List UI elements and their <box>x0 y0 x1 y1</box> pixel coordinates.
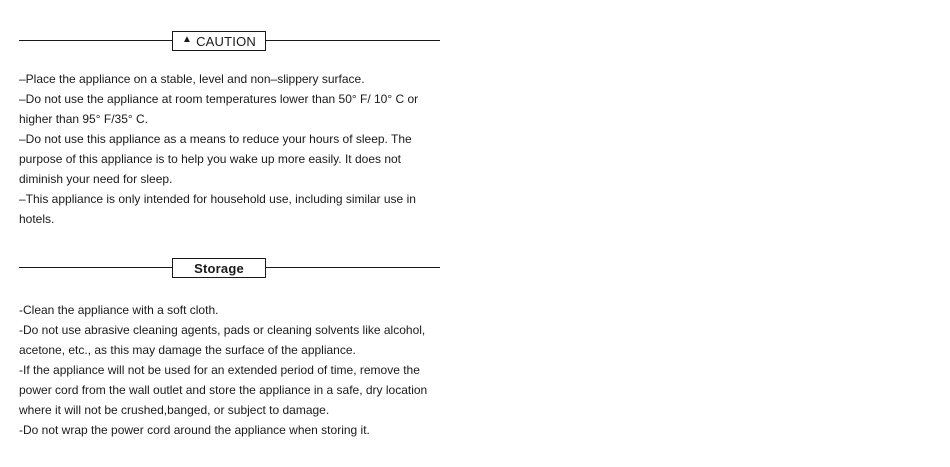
caution-item: –Do not use this appliance as a means to reduce your hours of sleep. The purpose of this appliance is to help you wake up more easily. It does not diminish your need for sleep. <box>19 132 412 186</box>
caution-item: –This appliance is only intended for household use, including similar use in hotels. <box>19 192 416 226</box>
storage-label-box <box>172 258 266 278</box>
caution-label-box <box>172 31 266 51</box>
storage-header <box>19 258 440 278</box>
storage-item: -If the appliance will not be used for an extended period of time, remove the power cord from the wall outlet and store the appliance in a safe, dry location where it will not be crushed,banged, or subject to damage. <box>19 363 428 417</box>
warning-triangle-icon: ▲ <box>181 34 193 45</box>
caution-title: CAUTION <box>196 33 256 49</box>
caution-header <box>19 31 440 51</box>
caution-item: –Place the appliance on a stable, level and non–slippery surface. <box>19 72 365 86</box>
storage-title: Storage <box>194 260 244 276</box>
caution-item: –Do not use the appliance at room temperatures lower than 50° F/ 10° C or higher than 95° F/35° C. <box>19 92 419 126</box>
caution-text <box>19 69 444 229</box>
storage-item: -Do not use abrasive cleaning agents, pads or cleaning solvents like alcohol, acetone, etc., as this may damage the surface of the appliance. <box>19 323 426 357</box>
storage-item: -Do not wrap the power cord around the appliance when storing it. <box>19 423 370 437</box>
storage-item: -Clean the appliance with a soft cloth. <box>19 303 219 317</box>
storage-text <box>19 300 444 440</box>
